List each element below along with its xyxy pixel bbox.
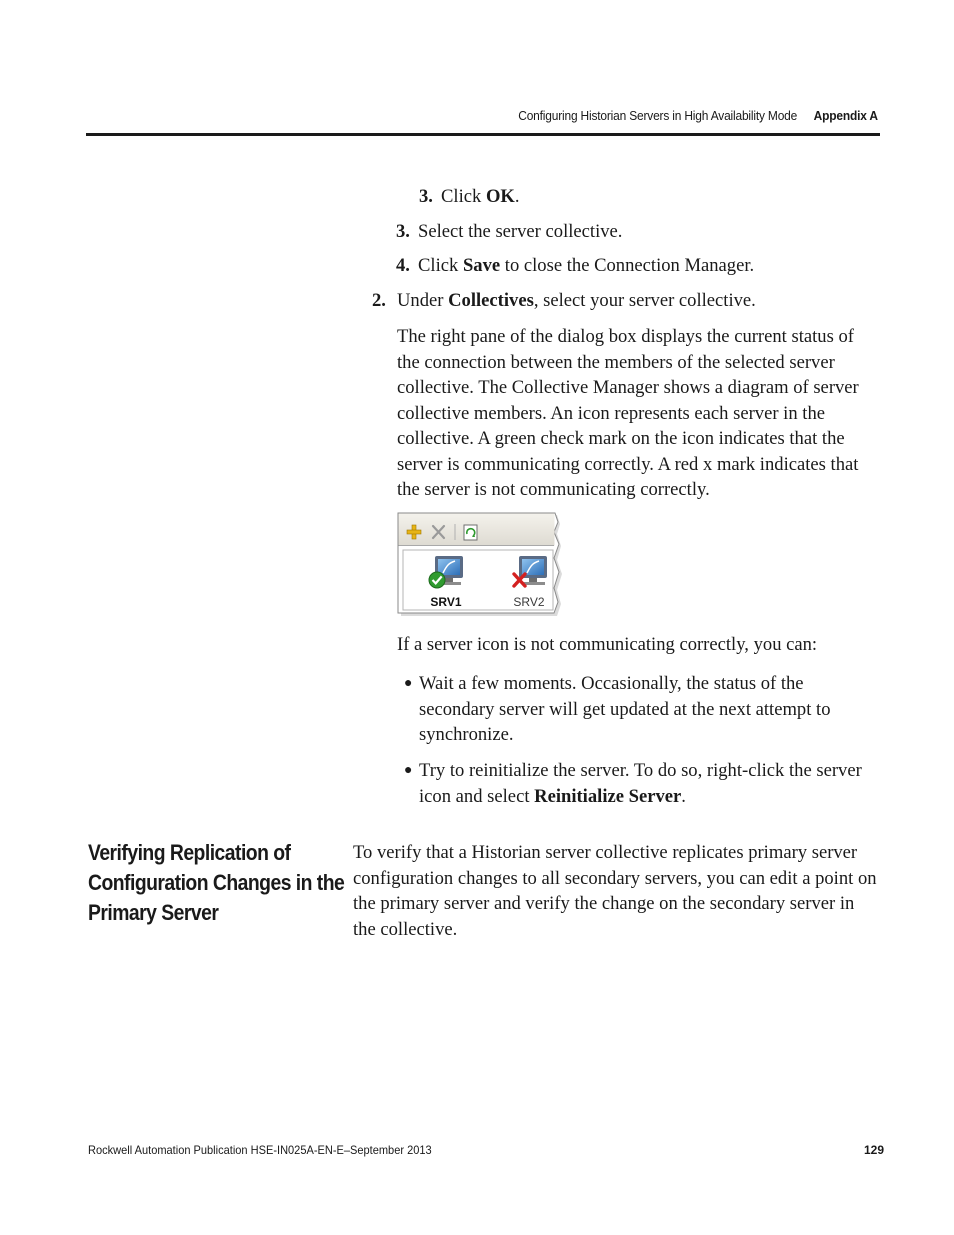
server-label-srv1: SRV1 <box>430 595 462 609</box>
status-description: The right pane of the dialog box displays the current status of the connection between the members of the selected server collective. The Collective Manager shows a diagram of server collective members. An icon represents each server in the collective. A green check mark on the icon indicates that the server is communicating correctly. A red x mark indicates that the server is not communicating correctly. <box>397 326 859 500</box>
options-intro: If a server icon is not communicating correctly, you can: <box>397 634 818 655</box>
section-heading: Verifying Replication of Configuration Changes in the Primary Server <box>88 840 345 925</box>
collective-manager-screenshot <box>397 512 565 618</box>
step-click-ok: 3. Click OK. <box>419 186 520 207</box>
server-label-srv2: SRV2 <box>513 595 545 609</box>
step-select-collective: 3. Select the server collective. <box>396 221 623 242</box>
step-under-collectives: 2. Under Collectives, select your server collective. <box>372 290 756 311</box>
header-appendix: Appendix A <box>813 108 878 123</box>
bullet-icon: ● <box>404 676 413 691</box>
list-item-reinitialize: ● Try to reinitialize the server. To do so, right-click the server icon and select Reinitialize Server. <box>404 760 862 807</box>
bullet-icon: ● <box>404 763 413 778</box>
running-header <box>518 108 878 123</box>
footer-publication: Rockwell Automation Publication HSE-IN025A-EN-E–September 2013 <box>88 1143 432 1157</box>
refresh-icon <box>464 525 477 540</box>
page-number: 129 <box>863 1143 884 1157</box>
list-item-wait: ● Wait a few moments. Occasionally, the status of the secondary server will get updated at the next attempt to synchronize. <box>404 673 831 745</box>
section-body: To verify that a Historian server collective replicates primary server configuration changes to all secondary servers, you can edit a point on the primary server and verify the change on the secondary server in the collective. <box>353 842 877 940</box>
header-rule <box>86 133 880 136</box>
step-click-save: 4. Click Save to close the Connection Manager. <box>396 255 755 276</box>
header-title: Configuring Historian Servers in High Availability Mode <box>518 108 798 123</box>
